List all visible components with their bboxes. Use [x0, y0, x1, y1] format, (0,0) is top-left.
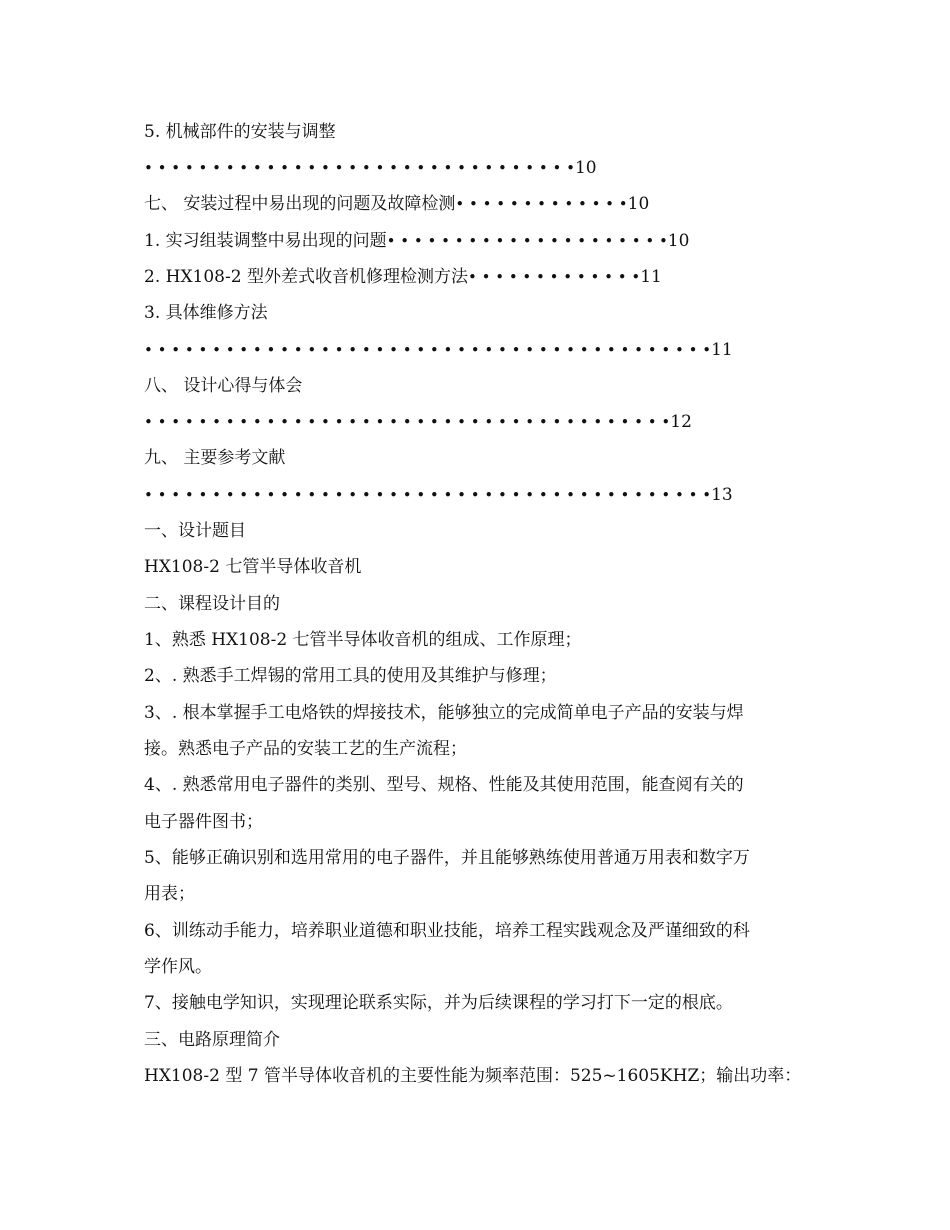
toc-page-number: 10: [574, 158, 597, 178]
toc-entry-label: 七、 安装过程中易出现的问题及故障检测: [144, 194, 456, 214]
toc-entry-leader-line: [144, 156, 597, 180]
toc-entry: [144, 192, 649, 216]
toc-entry-label: 2. HX108-2 型外差式收音机修理检测方法: [144, 267, 468, 287]
toc-dot-leader: • • • • • • • • • • • • • • • • • • • • • • • • • • • • • • • • • • • • • • •: [144, 413, 671, 431]
toc-entry-leader-line: [144, 410, 692, 434]
toc-entry-label: 九、 主要参考文献: [144, 448, 286, 468]
toc-dot-leader: • • • • • • • • • • • • •: [467, 268, 641, 286]
toc-entry-label: 八、 设计心得与体会: [144, 376, 303, 396]
paragraph: 用表；: [144, 884, 195, 904]
toc-entry-leader-line: [144, 338, 733, 362]
toc-entry-label: 3. 具体维修方法: [144, 303, 268, 323]
toc-page-number: 10: [667, 231, 690, 251]
toc-dot-leader: • • • • • • • • • • • • • • • • • • • • •: [386, 232, 668, 250]
paragraph: 7、接触电学知识，实现理论联系实际，并为后续课程的学习打下一定的根底。: [144, 993, 733, 1013]
toc-entry-label: 1. 实习组装调整中易出现的问题: [144, 231, 387, 251]
paragraph: 4、. 熟悉常用电子器件的类别、型号、规格、性能及其使用范围，能查阅有关的: [144, 775, 744, 795]
toc-page-number: 12: [670, 412, 692, 432]
section-heading: 一、设计题目: [144, 521, 246, 541]
paragraph: 6、训练动手能力，培养职业道德和职业技能，培养工程实践观念及严谨细致的科: [144, 921, 750, 941]
toc-dot-leader: • • • • • • • • • • • • • • • • • • • • • • • • • • • • • • • • • • • • • • • • • •: [144, 486, 712, 504]
paragraph: 电子器件图书；: [144, 812, 263, 832]
toc-page-number: 11: [711, 340, 733, 360]
toc-entry-label: 5. 机械部件的安装与调整: [144, 122, 336, 142]
toc-dot-leader: • • • • • • • • • • • • • • • • • • • • • • • • • • • • • • • • • • • • • • • • • •: [144, 341, 712, 359]
toc-entry: [144, 229, 689, 253]
toc-entry-leader-line: [144, 483, 733, 507]
paragraph: 3、. 根本掌握手工电烙铁的焊接技术，能够独立的完成简单电子产品的安装与焊: [144, 703, 744, 723]
section-heading: 三、电路原理简介: [144, 1030, 280, 1050]
toc-page-number: 10: [627, 194, 650, 214]
section-heading: 二、课程设计目的: [144, 594, 280, 614]
paragraph: 5、能够正确识别和选用常用的电子器件，并且能够熟练使用普通万用表和数字万: [144, 848, 750, 868]
paragraph: 1、熟悉 HX108-2 七管半导体收音机的组成、工作原理；: [144, 630, 582, 650]
paragraph: HX108-2 型 7 管半导体收音机的主要性能为频率范围：525~1605KHZ；输出功率：: [144, 1066, 802, 1086]
toc-entry: [144, 265, 662, 289]
toc-page-number: 13: [711, 485, 733, 505]
design-title: HX108-2 七管半导体收音机: [144, 557, 362, 577]
paragraph: 2、. 熟悉手工焊锡的常用工具的使用及其维护与修理；: [144, 666, 557, 686]
paragraph: 学作风。: [144, 957, 212, 977]
toc-dot-leader: • • • • • • • • • • • • • • • • • • • • • • • • • • • • • • • •: [144, 159, 575, 177]
toc-page-number: 11: [640, 267, 662, 287]
paragraph: 接。熟悉电子产品的安装工艺的生产流程；: [144, 739, 467, 759]
toc-dot-leader: • • • • • • • • • • • • •: [455, 195, 628, 213]
